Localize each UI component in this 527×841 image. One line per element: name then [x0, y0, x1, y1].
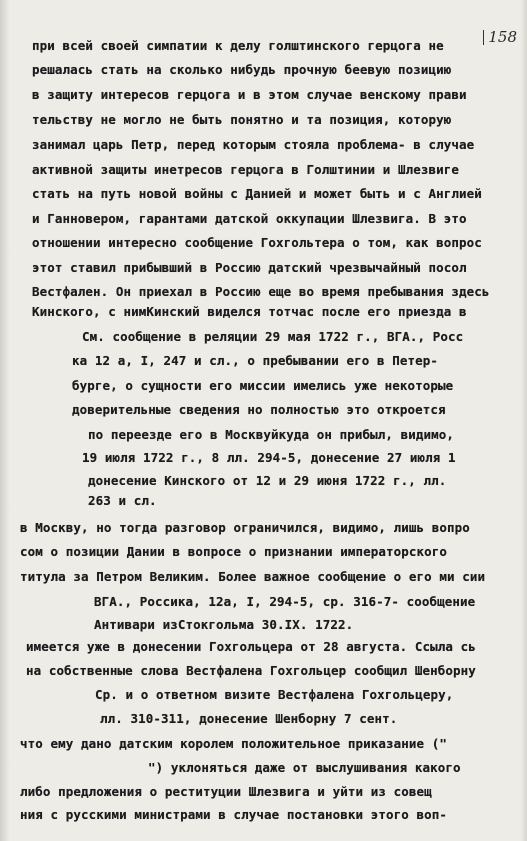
body-line: титула за Петром Великим. Более важное сообщение о его ми сии: [20, 569, 486, 584]
body-line: в защиту интересов герцога и в этом случае венскому прави: [32, 87, 467, 102]
body-line: решалась стать на сколько нибудь прочную беевую позицию: [32, 62, 452, 77]
footnote-line: 19 июля 1722 г., 8 лл. 294-5, донесение 27 июля 1: [82, 450, 456, 465]
body-line: Кинского, с нимКинский виделся тотчас после его приезда в: [32, 304, 467, 319]
footnote-line: по переезде его в Москвуйкуда он прибыл, видимо,: [88, 427, 455, 442]
body-line: либо предложения о реституции Шлезвига и уйти из совещ: [20, 784, 432, 799]
footnote-line: лл. 310-311, донесение Шенборну 7 сент.: [100, 711, 398, 726]
footnote-line: 263 и сл.: [88, 493, 157, 508]
footnote-line: См. сообщение в реляции 29 мая 1722 г., ВГА., Росс: [82, 329, 464, 344]
footnote-line: донесение Кинского от 12 и 29 июня 1722 г., лл.: [88, 473, 447, 488]
footnote-line: бурге, о сущности его миссии имелись уже некоторые: [72, 378, 454, 393]
body-line: стать на путь новой войны с Данией и может быть и с Англией: [32, 186, 482, 201]
body-line: ") уклоняться даже от выслушивания какого: [148, 760, 461, 775]
body-line: на собственные слова Вестфалена Гохгольцер сообщил Шенборну: [26, 663, 476, 678]
body-line: занимал царь Петр, перед которым стояла проблема- в случае: [32, 137, 475, 152]
page-number: 158: [483, 30, 517, 45]
footnote-line: доверительные сведения но полностью это откроется: [72, 402, 446, 417]
footnote-line: Ср. и о ответном визите Вестфалена Гохгольцеру,: [95, 687, 454, 702]
footnote-line: Антивари изСтокгольма 30.IX. 1722.: [94, 617, 354, 632]
body-line: отношении интересно сообщение Гохгольтера о том, как вопрос: [32, 235, 482, 250]
body-line: активной защиты инетресов герцога в Голштинии и Шлезвиге: [32, 162, 460, 177]
body-line: тельству не могло не быть понятно и та позиция, которую: [32, 112, 452, 127]
footnote-line: ВГА., Россика, 12а, I, 294-5, ср. 316-7- сообщение: [94, 594, 476, 609]
body-line: ния с русскими министрами в случае постановки этого воп-: [20, 807, 448, 822]
body-line: имеется уже в донесении Гохгольцера от 28 августа. Ссыла сь: [26, 639, 476, 654]
body-line: и Ганновером, гарантами датской оккупации Шлезвига. В это: [32, 211, 467, 226]
footnote-line: ка 12 а, I, 247 и сл., о пребывании его в Петер-: [72, 353, 439, 368]
body-line: сом о позиции Дании в вопросе о признании императорского: [20, 544, 448, 559]
body-line: в Москву, но тогда разговор ограничился, видимо, лишь вопро: [20, 520, 470, 535]
body-line: этот ставил прибывший в Россию датский чрезвычайный посол: [32, 260, 467, 275]
body-line: Вестфален. Он приехал в Россию еще во время пребывания здесь: [32, 284, 490, 299]
body-line: при всей своей симпатии к делу голштинского герцога не: [32, 38, 444, 53]
body-line: что ему дано датским королем положительное приказание (": [20, 736, 448, 751]
